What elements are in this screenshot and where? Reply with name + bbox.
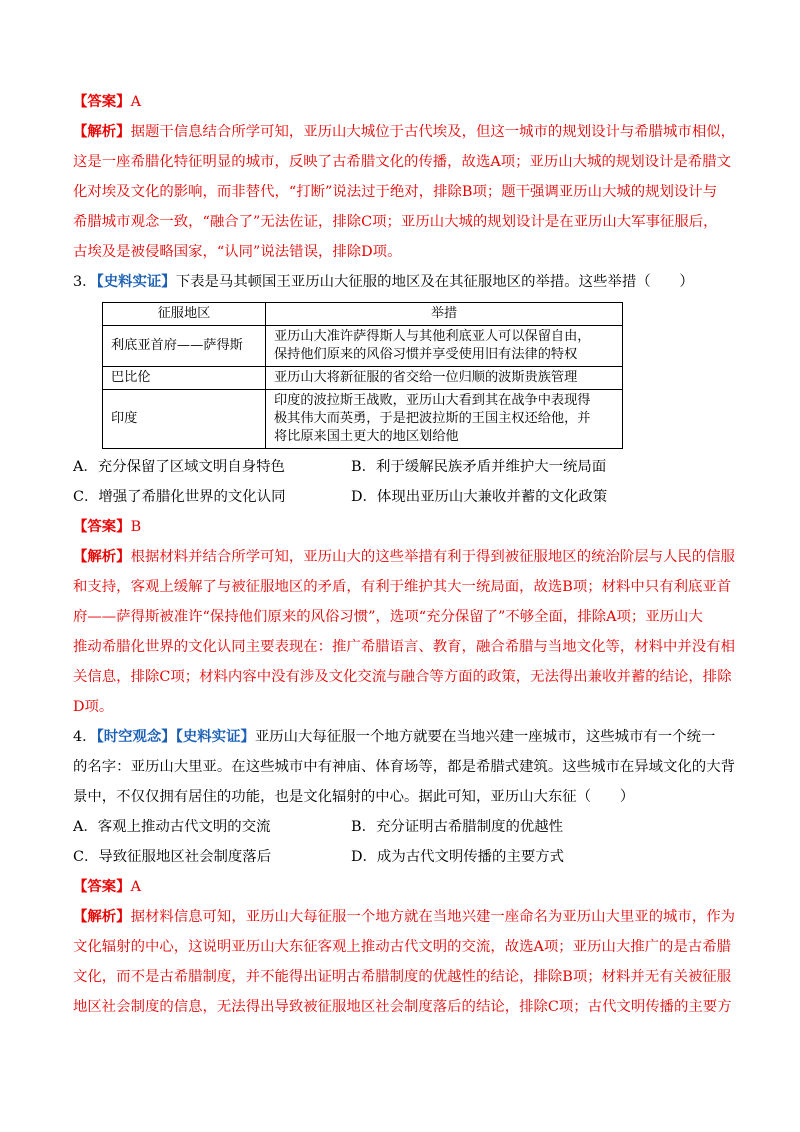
answer-value: A (130, 879, 141, 895)
option-a: A．客观上推动古代文明的交流 (73, 819, 271, 835)
answer-tag: 【答案】 (73, 878, 131, 895)
q4-stem-line: 景中，不仅仅拥有居住的功能，也是文化辐射的中心。据此可知，亚历山大东征（ ） (73, 789, 635, 805)
measure-line: 极其伟大而英勇，于是把波拉斯的王国主权还给他，并 (274, 411, 591, 426)
analysis-tag: 【解析】 (73, 908, 131, 925)
question-text: 亚历山大每征服一个地方就要在当地兴建一座城市，这些城市有一个统一 (254, 729, 716, 745)
answer-tag: 【答案】 (73, 93, 131, 110)
q4-analysis-line: 地区社会制度的信息，无法得出导致被征服地区社会制度落后的结论，排除C项；古代文明传播的主要方 (73, 999, 732, 1015)
q3-analysis-line: 府——萨得斯被准许“保持他们原来的风俗习惯”，选项“充分保留了”不够全面，排除A项；亚历山大 (73, 609, 703, 625)
option-b: B．利于缓解民族矛盾并维护大一统局面 (351, 459, 607, 475)
option-a: A．充分保留了区域文明自身特色 (73, 459, 285, 475)
table-cell-measure (266, 326, 623, 367)
answer-value: A (130, 94, 141, 110)
table-header-row (103, 303, 623, 326)
document-page (73, 92, 735, 1027)
q4-analysis-line (73, 907, 735, 927)
q3-analysis-line: 关信息，排除C项；材料内容中没有涉及文化交流与融合等方面的政策，无法得出兼收并蓄的结论，排除 (73, 669, 732, 685)
q2-analysis-line: 古埃及是被侵略国家，“认同”说法错误，排除D项。 (73, 244, 402, 260)
skill-tag: 【史料实证】 (96, 273, 176, 290)
q3-options-row (73, 457, 725, 477)
table-row (103, 390, 623, 449)
analysis-tag: 【解析】 (73, 123, 131, 140)
q4-analysis-line: 文化辐射的中心，这说明亚历山大东征客观上推动古代文明的交流，故选A项；亚历山大推广的是古希腊 (73, 939, 731, 955)
table-cell-region: 利底亚首府——萨得斯 (103, 326, 266, 367)
q3-answer-line (73, 517, 725, 537)
question-text: 下表是马其顿国王亚历山大征服的地区及在其征服地区的举措。这些举措（ ） (175, 274, 694, 290)
measure-line: 将比原来国土更大的地区划给他 (274, 429, 459, 444)
option-d: D．体现出亚历山大兼收并蓄的文化政策 (351, 489, 608, 505)
measure-line: 亚历山大将新征服的省交给一位归顺的波斯贵族管理 (274, 370, 578, 385)
option-d: D．成为古代文明传播的主要方式 (351, 849, 565, 865)
q2-analysis-line: 化对埃及文化的影响，而非替代，“打断”说法过于绝对，排除B项；题干强调亚历山大城的规划设计与 (73, 184, 718, 200)
q2-analysis-line (73, 122, 735, 142)
table-cell-region: 巴比伦 (103, 367, 266, 390)
table-header: 举措 (266, 303, 623, 326)
measure-line: 保持他们原来的风俗习惯并享受使用旧有法律的特权 (274, 347, 578, 362)
question-number: 3． (73, 274, 97, 290)
table-row (103, 326, 623, 367)
q2-analysis-line: 希腊城市观念一致，“融合了”无法佐证，排除C项；亚历山大城的规划设计是在亚历山大军事征服后， (73, 214, 718, 230)
conquest-table (102, 302, 623, 449)
answer-value: B (130, 519, 142, 535)
q4-stem-line: 的名字：亚历山大里亚。在这些城市中有神庙、体育场等，都是希腊式建筑。这些城市在异域文化的大背 (73, 759, 735, 775)
q3-analysis-line (73, 547, 735, 567)
analysis-text: 据题干信息结合所学可知，亚历山大城位于古代埃及，但这一城市的规划设计与希腊城市相似， (130, 124, 735, 140)
q4-analysis-line: 文化，而不是古希腊制度，并不能得出证明古希腊制度的优越性的结论，排除B项；材料并无有关被征服 (73, 969, 732, 985)
table-cell-measure (266, 390, 623, 449)
analysis-text: 根据材料并结合所学可知，亚历山大的这些举措有利于得到被征服地区的统治阶层与人民的信服 (130, 549, 735, 565)
q3-analysis-line: 推动希腊化世界的文化认同主要表现在：推广希腊语言、教育，融合希腊与当地文化等，材料中并没有相 (73, 639, 735, 655)
answer-tag: 【答案】 (73, 518, 131, 535)
q3-analysis-line: D项。 (73, 699, 114, 715)
q4-options-row (73, 817, 725, 837)
table-row (103, 367, 623, 390)
skill-tag: 【时空观念】 (96, 728, 176, 745)
q4-stem (73, 727, 725, 747)
table-header: 征服地区 (103, 303, 266, 326)
q4-answer-line (73, 877, 725, 897)
analysis-tag: 【解析】 (73, 548, 131, 565)
table-cell-region: 印度 (103, 390, 266, 449)
q2-analysis-line: 这是一座希腊化特征明显的城市，反映了古希腊文化的传播，故选A项；亚历山大城的规划设计是希腊文 (73, 154, 731, 170)
q3-analysis-line: 和支持，客观上缓解了与被征服地区的矛盾，有利于维护其大一统局面，故选B项；材料中只有利底亚首 (73, 579, 732, 595)
q4-options-row (73, 847, 725, 867)
option-c: C．导致征服地区社会制度落后 (73, 849, 272, 865)
measure-line: 亚历山大准许萨得斯人与其他利底亚人可以保留自由， (274, 329, 591, 344)
option-b: B．充分证明古希腊制度的优越性 (351, 819, 564, 835)
question-number: 4． (73, 729, 97, 745)
q3-stem (73, 272, 725, 292)
q2-answer-line (73, 92, 725, 112)
analysis-text: 据材料信息可知，亚历山大每征服一个地方就在当地兴建一座命名为亚历山大里亚的城市，作为 (130, 909, 735, 925)
skill-tag: 【史料实证】 (175, 728, 255, 745)
q3-options-row (73, 487, 725, 507)
measure-line: 印度的波拉斯王战败，亚历山大看到其在战争中表现得 (274, 393, 591, 408)
table-cell-measure (266, 367, 623, 390)
option-c: C．增强了希腊化世界的文化认同 (73, 489, 286, 505)
